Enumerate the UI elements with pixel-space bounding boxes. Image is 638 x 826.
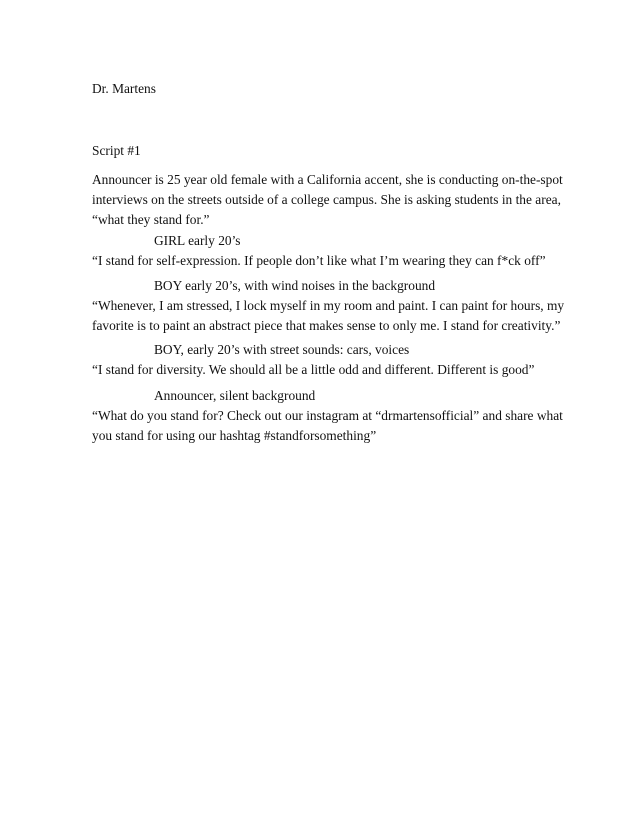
intro-paragraph [92, 170, 563, 230]
cue-speaker: BOY early 20’s, with wind noises in the background [154, 278, 436, 293]
cue-dialogue-line: “I stand for diversity. We should all be a little odd and different. Different is good” [92, 362, 535, 377]
cue-dialogue-line: favorite is to paint an abstract piece that makes sense to only me. I stand for creativity.” [92, 318, 561, 333]
document-title-text: Dr. Martens [92, 81, 156, 96]
cue-speaker: GIRL early 20’s [154, 233, 241, 248]
intro-line: Announcer is 25 year old female with a California accent, she is conducting on-the-spot [92, 172, 563, 187]
document-title [92, 79, 552, 99]
cue-girl [92, 231, 552, 271]
cue-speaker: Announcer, silent background [154, 388, 316, 403]
intro-line: “what they stand for.” [92, 212, 210, 227]
cue-boy-wind [92, 276, 565, 336]
script-heading [92, 141, 552, 161]
cue-dialogue-line: “Whenever, I am stressed, I lock myself in my room and paint. I can paint for hours, my [92, 298, 565, 313]
intro-line: interviews on the streets outside of a college campus. She is asking students in the area, [92, 192, 561, 207]
cue-dialogue-line: “I stand for self-expression. If people don’t like what I’m wearing they can f*ck off” [92, 253, 546, 268]
cue-speaker: BOY, early 20’s with street sounds: cars, voices [154, 342, 410, 357]
cue-announcer [92, 386, 563, 446]
script-heading-text: Script #1 [92, 143, 141, 158]
cue-dialogue-line: “What do you stand for? Check out our instagram at “drmartensofficial” and share what [92, 408, 563, 423]
cue-boy-street [92, 340, 552, 380]
cue-dialogue-line: you stand for using our hashtag #standforsomething” [92, 428, 377, 443]
